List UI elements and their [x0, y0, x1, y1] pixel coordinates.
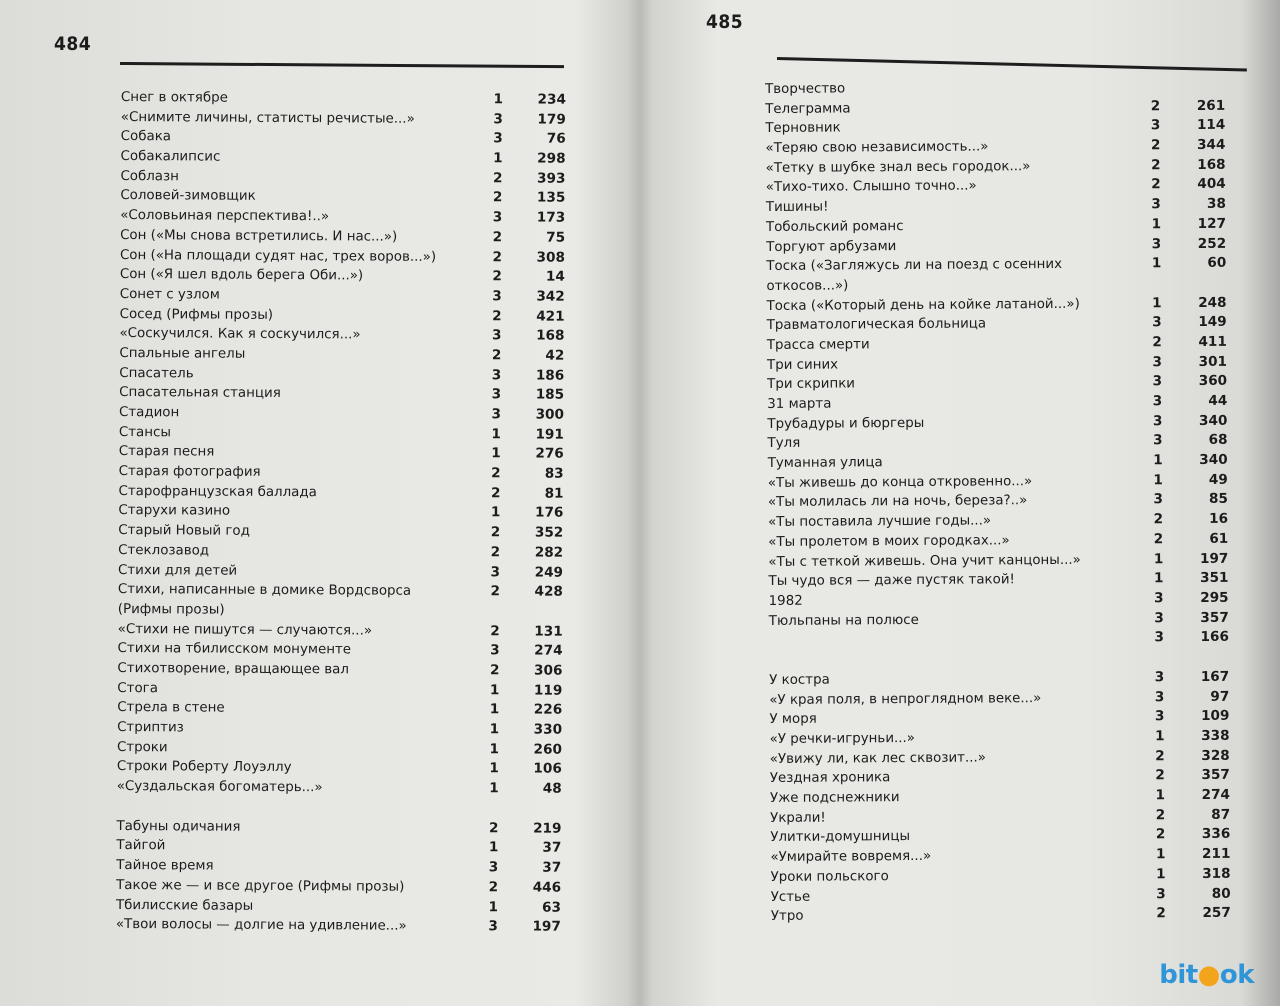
entry-page-number: 248: [1198, 294, 1227, 311]
entry-volume: 1: [1155, 846, 1166, 863]
entry-volume: 2: [1150, 97, 1161, 114]
entry-title: «Соскучился. Как я соскучился...»: [119, 326, 361, 343]
entry-title: «Ты поставила лучшие годы...»: [768, 513, 992, 531]
entry-title: Стихи, написанные в домике Вордсворса (Рифмы прозы): [117, 582, 412, 618]
entry-page-number: 249: [534, 564, 564, 581]
entry-volume: 1: [1153, 570, 1164, 587]
entry-title: Уездная хроника: [769, 770, 891, 787]
entry-page-number: 185: [535, 386, 565, 404]
entry-title: Такое же — и все другое (Рифмы прозы): [116, 877, 405, 895]
entry-page-number: 276: [535, 445, 564, 463]
index-entry: [769, 628, 1239, 651]
entry-volume: 2: [488, 820, 499, 837]
entry-title: Туля: [767, 436, 801, 452]
entry-volume: 2: [1155, 767, 1165, 784]
entry-title: «Тетку в шубке знал весь городок...»: [765, 158, 1031, 176]
entry-volume: 2: [489, 662, 500, 679]
index-entry: [116, 856, 576, 878]
entry-page-number: 428: [534, 583, 563, 600]
entry-page-number: 330: [533, 721, 563, 738]
index-entry: [118, 580, 578, 622]
entry-page-number: 97: [1210, 688, 1230, 705]
entry-page-number: 421: [536, 308, 565, 325]
entry-title: Тайное время: [116, 858, 214, 874]
entry-volume: 2: [490, 544, 501, 561]
entry-page-number: 48: [542, 780, 562, 797]
entry-volume: 3: [491, 327, 502, 344]
right-page: [640, 0, 1280, 1006]
entry-page-number: 257: [1202, 904, 1231, 922]
entry-title: Сосед (Рифмы прозы): [119, 306, 274, 323]
entry-title: Сонет с узлом: [119, 286, 220, 303]
entry-volume: 3: [491, 386, 502, 403]
entry-title: Телеграмма: [765, 101, 851, 117]
entry-page-number: 114: [1196, 117, 1226, 134]
entry-volume: 3: [493, 130, 503, 147]
entry-page-number: 308: [536, 249, 566, 266]
entry-title: Улитки-домушницы: [770, 829, 911, 846]
entry-title: Собакалипсис: [120, 149, 221, 165]
entry-title: «Ты молилась ли на ночь, береза?..»: [767, 493, 1028, 511]
entry-volume: 3: [1153, 491, 1163, 508]
entry-volume: 3: [1152, 373, 1163, 390]
entry-volume: 2: [1156, 905, 1166, 922]
entry-volume: 2: [1153, 511, 1164, 528]
watermark-logo: bit●ok: [1159, 960, 1254, 990]
entry-volume: 3: [1150, 117, 1161, 134]
entry-page-number: 411: [1198, 333, 1227, 350]
entry-volume: 1: [488, 898, 499, 915]
index-entry: [116, 915, 576, 937]
entry-title: Устье: [770, 889, 811, 905]
entry-title: Сон («На площади судят нас, трех воров...»): [119, 247, 437, 265]
entry-page-number: 81: [544, 485, 564, 502]
entry-volume: 3: [1154, 708, 1165, 725]
entry-volume: 1: [489, 681, 500, 698]
entry-volume: 1: [491, 425, 501, 443]
entry-title: У костра: [769, 672, 830, 688]
entry-volume: 3: [1151, 235, 1162, 252]
entry-volume: 2: [1150, 137, 1161, 154]
entry-title: Соловей-зимовщик: [120, 188, 256, 205]
entry-page-number: 261: [1196, 97, 1226, 114]
entry-page-number: 318: [1202, 865, 1231, 882]
index-entry: [116, 876, 576, 898]
entry-volume: 3: [488, 859, 499, 876]
header-rule: [777, 57, 1247, 71]
entry-page-number: 109: [1201, 708, 1230, 725]
entry-title: Сон («Мы снова встретились. И нас...»): [120, 227, 398, 245]
entry-page-number: 75: [546, 229, 566, 246]
entry-page-number: 173: [536, 209, 566, 226]
entry-page-number: 83: [544, 465, 564, 482]
entry-title: Табуны одичания: [116, 818, 241, 835]
entry-page-number: 168: [536, 327, 565, 344]
entry-volume: 1: [1153, 550, 1164, 567]
entry-title: «Умирайте вовремя...»: [770, 848, 932, 866]
entry-page-number: 295: [1200, 589, 1229, 606]
entry-page-number: 76: [546, 130, 566, 148]
entry-title: Стога: [117, 680, 158, 696]
entry-page-number: 179: [537, 111, 566, 128]
entry-title: Ты чудо вся — даже пустяк такой!: [768, 572, 1015, 590]
entry-page-number: 49: [1208, 471, 1228, 488]
entry-page-number: 131: [534, 623, 563, 640]
entry-volume: 1: [490, 504, 501, 521]
entry-page-number: 197: [1199, 550, 1229, 567]
entry-volume: 2: [492, 307, 502, 324]
entry-volume: 1: [493, 150, 503, 167]
entry-title: 31 марта: [767, 396, 832, 413]
entry-volume: 2: [1152, 334, 1162, 351]
entry-title: Старая песня: [118, 444, 215, 460]
entry-volume: 1: [489, 740, 500, 758]
entry-page-number: 168: [1197, 156, 1226, 173]
entry-volume: 3: [493, 110, 503, 128]
page-number: 485: [706, 11, 744, 33]
entry-volume: 3: [1154, 590, 1164, 607]
entry-volume: 3: [1152, 412, 1163, 430]
entry-title: Стриптиз: [117, 720, 184, 736]
entry-page-number: 166: [1200, 629, 1229, 646]
entry-title: Травматологическая больница: [766, 316, 987, 334]
entry-volume: 1: [489, 721, 500, 738]
entry-page-number: 42: [545, 347, 565, 364]
entry-title: Торгуют арбузами: [766, 238, 897, 255]
entry-title: Снег в октябре: [120, 89, 228, 106]
entry-volume: 2: [488, 879, 499, 896]
entry-page-number: 226: [533, 701, 563, 719]
entry-page-number: 61: [1209, 530, 1229, 547]
entry-page-number: 274: [1201, 786, 1231, 804]
entry-volume: 1: [1153, 471, 1163, 489]
entry-page-number: 85: [1208, 491, 1228, 508]
index-entry: [117, 777, 577, 799]
entry-title: Строки: [116, 739, 168, 755]
entry-volume: 3: [492, 288, 502, 305]
entry-page-number: 37: [542, 840, 562, 857]
entry-title: Украли!: [770, 810, 826, 826]
entry-page-number: 298: [537, 150, 566, 167]
entry-volume: 2: [1155, 826, 1166, 843]
entry-page-number: 176: [534, 504, 564, 522]
entry-title: Тбилисские базары: [115, 897, 254, 914]
entry-page-number: 306: [534, 662, 563, 679]
entry-page-number: 38: [1206, 195, 1226, 213]
entry-page-number: 328: [1201, 747, 1230, 764]
entry-page-number: 135: [536, 189, 566, 207]
entry-page-number: 338: [1201, 727, 1230, 744]
entry-volume: 2: [1151, 176, 1161, 193]
entry-title: Творчество: [765, 81, 846, 97]
entry-page-number: 404: [1197, 176, 1226, 193]
index-entry: [116, 836, 576, 858]
entry-title: «Увижу ли, как лес сквозит...»: [769, 750, 986, 767]
page-number: 484: [54, 33, 92, 55]
entry-volume: 2: [1155, 747, 1165, 764]
entry-volume: 1: [488, 839, 499, 856]
entry-volume: 2: [491, 485, 501, 502]
entry-title: Стихотворение, вращающее вал: [117, 660, 349, 678]
entry-page-number: 336: [1201, 826, 1231, 843]
entry-volume: 3: [488, 918, 498, 935]
entry-volume: 3: [1151, 196, 1161, 213]
entry-title: Уже подснежники: [769, 790, 900, 807]
entry-title: Терновник: [765, 120, 841, 137]
entry-page-number: 87: [1211, 806, 1231, 823]
entry-title: Сон («Я шел вдоль берега Оби...»): [119, 267, 364, 284]
entry-title: Три синих: [766, 357, 839, 373]
entry-page-number: 14: [545, 268, 565, 285]
entry-page-number: 360: [1198, 373, 1228, 390]
entry-page-number: 357: [1201, 767, 1230, 784]
entry-volume: 2: [491, 465, 501, 482]
entry-volume: 2: [492, 189, 503, 206]
entry-volume: 2: [492, 170, 503, 187]
entry-title: «Ты с теткой живешь. Она учит канцоны...»: [768, 552, 1081, 570]
entry-volume: 3: [490, 563, 501, 580]
entry-volume: 2: [490, 622, 500, 639]
entry-volume: 2: [492, 268, 502, 285]
entry-volume: 2: [1153, 531, 1164, 548]
index-entry: [116, 817, 576, 839]
entry-page-number: 68: [1208, 432, 1228, 449]
entry-page-number: 301: [1198, 353, 1228, 370]
entry-title: Трасса смерти: [766, 337, 870, 353]
entry-volume: 2: [492, 229, 503, 246]
entry-page-number: 127: [1197, 215, 1227, 232]
entry-title: «Снимите личины, статисты речистые...»: [120, 109, 415, 127]
entry-title: Спасательная станция: [119, 385, 281, 402]
entry-title: Три скрипки: [767, 376, 856, 393]
entry-volume: 1: [489, 760, 499, 777]
entry-page-number: 300: [535, 406, 565, 423]
entry-volume: 3: [491, 366, 502, 383]
entry-page-number: 282: [534, 544, 564, 561]
entry-title: Трубадуры и бюргеры: [767, 415, 925, 432]
entry-volume: 3: [1154, 669, 1165, 686]
entry-title: 1982: [768, 593, 803, 609]
entry-title: «У речки-игруньи...»: [769, 730, 916, 747]
entry-title: «Твои волосы — долгие на удивление...»: [115, 917, 407, 934]
entry-page-number: 252: [1197, 235, 1227, 252]
entry-volume: 1: [1155, 787, 1166, 804]
entry-page-number: 446: [532, 879, 562, 896]
entry-page-number: 186: [535, 367, 565, 384]
entry-title: Спальные ангелы: [119, 345, 246, 362]
entry-volume: 1: [1156, 866, 1166, 883]
entry-title: Стрела в стене: [117, 700, 225, 716]
index-list: [765, 77, 1241, 927]
entry-title: Уроки польского: [770, 868, 889, 885]
entry-title: У моря: [769, 711, 817, 728]
entry-title: «Стихи не пишутся — случаются...»: [117, 621, 373, 639]
entry-volume: 3: [1154, 629, 1164, 646]
entry-page-number: 342: [536, 288, 565, 305]
entry-volume: 1: [1153, 452, 1163, 469]
entry-page-number: 167: [1200, 668, 1230, 685]
entry-page-number: 234: [537, 91, 566, 108]
entry-title: Стихи на тбилисском монументе: [117, 641, 352, 658]
entry-volume: 2: [491, 347, 502, 364]
section-gap: [117, 797, 577, 820]
entry-title: Утро: [770, 908, 804, 925]
entry-title: Стансы: [118, 424, 171, 440]
entry-page-number: 149: [1198, 314, 1227, 331]
entry-title: Старухи казино: [118, 503, 231, 520]
entry-title: «Суздальская богоматерь...»: [116, 779, 323, 796]
entry-page-number: 260: [533, 741, 563, 758]
entry-page-number: 340: [1199, 451, 1228, 469]
entry-volume: 3: [492, 209, 503, 226]
entry-title: Стеклозавод: [118, 542, 210, 559]
entry-page-number: 211: [1201, 845, 1231, 863]
entry-volume: 1: [491, 445, 501, 462]
entry-page-number: 197: [532, 918, 561, 935]
entry-title: Стихи для детей: [118, 562, 238, 579]
index-list: [116, 88, 581, 938]
entry-title: «Теряю свою независимость...»: [765, 139, 989, 157]
entry-page-number: 340: [1198, 412, 1228, 429]
entry-title: Тобольский романс: [765, 218, 904, 235]
entry-title: Тоска («Который день на койке латаной...»): [766, 296, 1080, 314]
entry-title: Собака: [120, 129, 172, 145]
entry-volume: 2: [490, 524, 501, 541]
entry-title: Стадион: [118, 404, 180, 421]
entry-volume: 3: [1154, 609, 1164, 626]
entry-title: Соблазн: [120, 168, 179, 185]
entry-page-number: 63: [542, 899, 562, 916]
entry-page-number: 191: [535, 426, 564, 443]
entry-page-number: 351: [1200, 569, 1229, 587]
entry-page-number: 357: [1200, 609, 1229, 626]
entry-page-number: 352: [534, 524, 564, 541]
index-entry: [771, 904, 1241, 927]
entry-page-number: 37: [542, 859, 562, 876]
entry-title: «Соловьиная перспектива!..»: [120, 208, 330, 225]
header-rule: [120, 62, 564, 68]
entry-volume: 3: [1153, 432, 1163, 449]
entry-volume: 1: [1151, 216, 1162, 233]
entry-volume: 3: [1152, 393, 1163, 410]
entry-title: «Ты живешь до конца откровенно...»: [767, 473, 1033, 491]
entry-volume: 1: [1151, 255, 1162, 272]
entry-page-number: 16: [1209, 510, 1229, 528]
entry-title: Старый Новый год: [118, 523, 250, 539]
entry-title: Тоска («Загляжусь ли на поезд с осенних откосов...»): [766, 257, 1063, 294]
entry-volume: 3: [491, 406, 502, 423]
entry-volume: 2: [1151, 156, 1161, 174]
entry-volume: 1: [1152, 294, 1162, 311]
entry-title: Спасатель: [119, 365, 194, 382]
entry-volume: 1: [1155, 728, 1165, 745]
entry-volume: 1: [489, 701, 500, 718]
entry-page-number: 119: [533, 682, 563, 699]
entry-volume: 3: [1152, 353, 1163, 370]
index-entry: [766, 254, 1236, 297]
entry-volume: 2: [490, 583, 500, 600]
entry-page-number: 219: [533, 820, 562, 837]
entry-page-number: 393: [537, 170, 566, 187]
entry-volume: 1: [493, 91, 503, 108]
entry-title: «Тихо-тихо. Слышно точно...»: [765, 178, 977, 196]
entry-title: «Ты пролетом в моих городках...»: [768, 533, 1010, 550]
entry-page-number: 60: [1207, 254, 1227, 272]
entry-title: Старая фотография: [118, 464, 261, 480]
entry-title: Тюльпаны на полюсе: [768, 612, 919, 629]
entry-page-number: 274: [534, 642, 563, 659]
entry-volume: 2: [492, 248, 503, 265]
entry-volume: 1: [489, 780, 499, 797]
entry-page-number: 106: [533, 760, 562, 778]
entry-volume: 2: [1155, 806, 1166, 824]
entry-volume: 3: [1152, 314, 1162, 331]
entry-page-number: 44: [1208, 392, 1228, 409]
entry-title: Строки Роберту Лоуэллу: [116, 759, 292, 776]
entry-volume: 3: [1156, 885, 1166, 902]
entry-page-number: 80: [1211, 885, 1231, 902]
entry-volume: 3: [490, 642, 500, 659]
entry-title: Туманная улица: [767, 455, 883, 472]
entry-title: Тишины!: [765, 199, 829, 216]
entry-page-number: 344: [1197, 136, 1226, 154]
entry-volume: 3: [1154, 688, 1165, 705]
entry-title: «У края поля, в непроглядном веке...»: [769, 690, 1042, 708]
entry-title: Тайгой: [116, 838, 166, 854]
entry-title: Старофранцузская баллада: [118, 483, 317, 500]
